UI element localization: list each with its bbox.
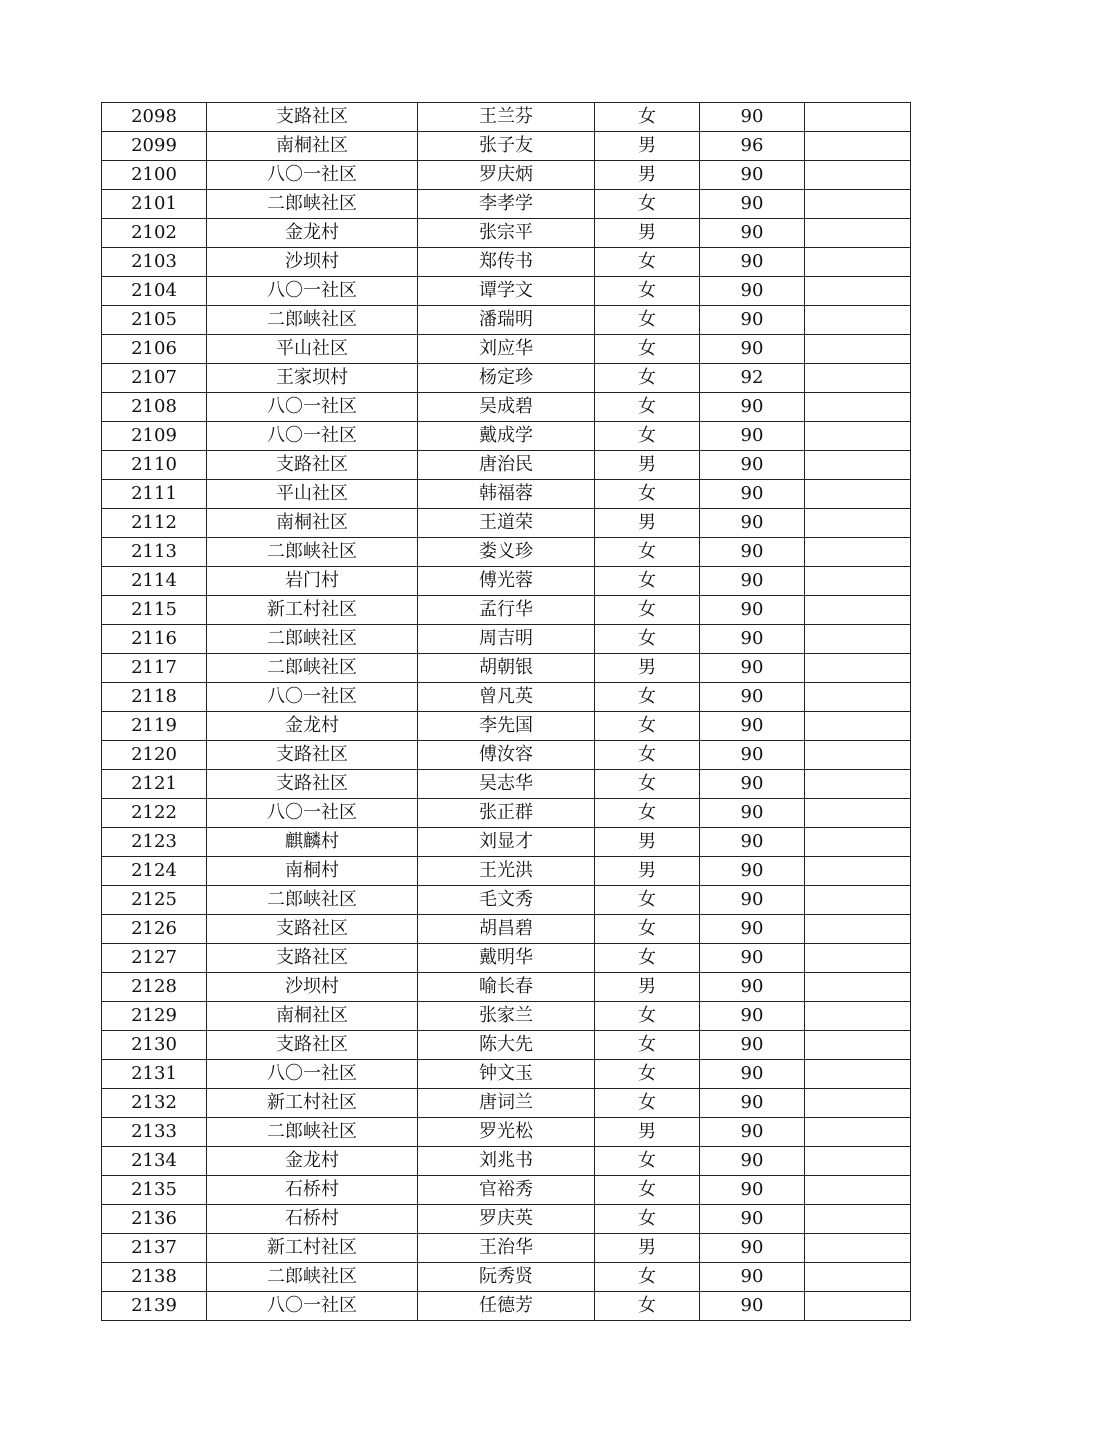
age-cell: 90 [700, 306, 805, 335]
age-cell: 90 [700, 1118, 805, 1147]
serial-number-cell: 2124 [102, 857, 207, 886]
name-cell: 娄义珍 [418, 538, 595, 567]
community-cell: 石桥村 [207, 1205, 418, 1234]
community-cell: 支路社区 [207, 741, 418, 770]
gender-cell: 女 [595, 886, 700, 915]
note-cell [805, 857, 911, 886]
serial-number-cell: 2100 [102, 161, 207, 190]
table-row [102, 509, 911, 538]
name-cell: 谭学文 [418, 277, 595, 306]
table-row [102, 886, 911, 915]
table-row [102, 973, 911, 1002]
gender-cell: 女 [595, 1002, 700, 1031]
serial-number-cell: 2133 [102, 1118, 207, 1147]
note-cell [805, 480, 911, 509]
table-row [102, 161, 911, 190]
gender-cell: 女 [595, 741, 700, 770]
note-cell [805, 1060, 911, 1089]
community-cell: 二郎峡社区 [207, 190, 418, 219]
community-cell: 二郎峡社区 [207, 654, 418, 683]
table-row [102, 1205, 911, 1234]
serial-number-cell: 2109 [102, 422, 207, 451]
age-cell: 90 [700, 1002, 805, 1031]
serial-number-cell: 2112 [102, 509, 207, 538]
name-cell: 唐词兰 [418, 1089, 595, 1118]
age-cell: 90 [700, 973, 805, 1002]
note-cell [805, 770, 911, 799]
community-cell: 八〇一社区 [207, 799, 418, 828]
gender-cell: 女 [595, 1089, 700, 1118]
name-cell: 陈大先 [418, 1031, 595, 1060]
name-cell: 毛文秀 [418, 886, 595, 915]
gender-cell: 男 [595, 451, 700, 480]
gender-cell: 女 [595, 1292, 700, 1321]
note-cell [805, 161, 911, 190]
community-cell: 二郎峡社区 [207, 306, 418, 335]
note-cell [805, 1176, 911, 1205]
gender-cell: 男 [595, 219, 700, 248]
name-cell: 李孝学 [418, 190, 595, 219]
serial-number-cell: 2115 [102, 596, 207, 625]
name-cell: 曾凡英 [418, 683, 595, 712]
note-cell [805, 712, 911, 741]
community-cell: 支路社区 [207, 103, 418, 132]
name-cell: 戴明华 [418, 944, 595, 973]
age-cell: 90 [700, 480, 805, 509]
community-cell: 平山社区 [207, 480, 418, 509]
name-cell: 吴志华 [418, 770, 595, 799]
name-cell: 唐治民 [418, 451, 595, 480]
community-cell: 石桥村 [207, 1176, 418, 1205]
note-cell [805, 451, 911, 480]
serial-number-cell: 2110 [102, 451, 207, 480]
gender-cell: 女 [595, 625, 700, 654]
gender-cell: 女 [595, 103, 700, 132]
name-cell: 官裕秀 [418, 1176, 595, 1205]
note-cell [805, 1031, 911, 1060]
note-cell [805, 393, 911, 422]
table-row [102, 1060, 911, 1089]
name-cell: 钟文玉 [418, 1060, 595, 1089]
name-cell: 胡朝银 [418, 654, 595, 683]
age-cell: 90 [700, 1292, 805, 1321]
serial-number-cell: 2130 [102, 1031, 207, 1060]
community-cell: 八〇一社区 [207, 1060, 418, 1089]
note-cell [805, 799, 911, 828]
table-row [102, 1292, 911, 1321]
table-row [102, 567, 911, 596]
age-cell: 90 [700, 393, 805, 422]
serial-number-cell: 2113 [102, 538, 207, 567]
name-cell: 周吉明 [418, 625, 595, 654]
gender-cell: 男 [595, 654, 700, 683]
note-cell [805, 1292, 911, 1321]
age-cell: 90 [700, 1176, 805, 1205]
gender-cell: 女 [595, 277, 700, 306]
gender-cell: 男 [595, 857, 700, 886]
note-cell [805, 915, 911, 944]
note-cell [805, 103, 911, 132]
table-row [102, 1118, 911, 1147]
community-cell: 沙坝村 [207, 248, 418, 277]
serial-number-cell: 2101 [102, 190, 207, 219]
age-cell: 90 [700, 103, 805, 132]
age-cell: 90 [700, 451, 805, 480]
gender-cell: 女 [595, 683, 700, 712]
table-row [102, 1234, 911, 1263]
table-row [102, 393, 911, 422]
name-cell: 李先国 [418, 712, 595, 741]
serial-number-cell: 2125 [102, 886, 207, 915]
age-cell: 90 [700, 944, 805, 973]
community-cell: 八〇一社区 [207, 277, 418, 306]
age-cell: 90 [700, 654, 805, 683]
age-cell: 90 [700, 248, 805, 277]
note-cell [805, 132, 911, 161]
serial-number-cell: 2129 [102, 1002, 207, 1031]
age-cell: 90 [700, 741, 805, 770]
age-cell: 90 [700, 422, 805, 451]
serial-number-cell: 2120 [102, 741, 207, 770]
note-cell [805, 1205, 911, 1234]
community-cell: 金龙村 [207, 219, 418, 248]
table-row [102, 1031, 911, 1060]
table-row [102, 277, 911, 306]
age-cell: 90 [700, 596, 805, 625]
gender-cell: 女 [595, 712, 700, 741]
serial-number-cell: 2114 [102, 567, 207, 596]
gender-cell: 男 [595, 509, 700, 538]
table-row [102, 306, 911, 335]
serial-number-cell: 2098 [102, 103, 207, 132]
serial-number-cell: 2122 [102, 799, 207, 828]
gender-cell: 女 [595, 538, 700, 567]
gender-cell: 男 [595, 973, 700, 1002]
name-cell: 任德芳 [418, 1292, 595, 1321]
name-cell: 罗庆英 [418, 1205, 595, 1234]
age-cell: 96 [700, 132, 805, 161]
gender-cell: 女 [595, 1263, 700, 1292]
name-cell: 胡昌碧 [418, 915, 595, 944]
name-cell: 刘应华 [418, 335, 595, 364]
name-cell: 张子友 [418, 132, 595, 161]
note-cell [805, 596, 911, 625]
table-row [102, 1089, 911, 1118]
name-cell: 孟行华 [418, 596, 595, 625]
gender-cell: 女 [595, 567, 700, 596]
community-cell: 二郎峡社区 [207, 538, 418, 567]
serial-number-cell: 2105 [102, 306, 207, 335]
serial-number-cell: 2138 [102, 1263, 207, 1292]
community-cell: 八〇一社区 [207, 422, 418, 451]
age-cell: 90 [700, 1205, 805, 1234]
name-cell: 刘显才 [418, 828, 595, 857]
community-cell: 支路社区 [207, 770, 418, 799]
name-cell: 王兰芬 [418, 103, 595, 132]
note-cell [805, 625, 911, 654]
table-row [102, 132, 911, 161]
table-row [102, 451, 911, 480]
community-cell: 二郎峡社区 [207, 886, 418, 915]
gender-cell: 女 [595, 335, 700, 364]
table-row [102, 335, 911, 364]
community-cell: 岩门村 [207, 567, 418, 596]
name-cell: 韩福蓉 [418, 480, 595, 509]
table-row [102, 422, 911, 451]
community-cell: 新工村社区 [207, 1234, 418, 1263]
gender-cell: 女 [595, 596, 700, 625]
serial-number-cell: 2107 [102, 364, 207, 393]
name-cell: 傅汝容 [418, 741, 595, 770]
note-cell [805, 944, 911, 973]
gender-cell: 女 [595, 393, 700, 422]
name-cell: 傅光蓉 [418, 567, 595, 596]
serial-number-cell: 2119 [102, 712, 207, 741]
age-cell: 90 [700, 219, 805, 248]
gender-cell: 女 [595, 1176, 700, 1205]
age-cell: 90 [700, 770, 805, 799]
serial-number-cell: 2136 [102, 1205, 207, 1234]
name-cell: 张正群 [418, 799, 595, 828]
community-cell: 支路社区 [207, 944, 418, 973]
gender-cell: 女 [595, 248, 700, 277]
gender-cell: 女 [595, 799, 700, 828]
note-cell [805, 219, 911, 248]
age-cell: 90 [700, 1234, 805, 1263]
note-cell [805, 248, 911, 277]
note-cell [805, 538, 911, 567]
name-cell: 张宗平 [418, 219, 595, 248]
age-cell: 90 [700, 799, 805, 828]
serial-number-cell: 2134 [102, 1147, 207, 1176]
age-cell: 92 [700, 364, 805, 393]
serial-number-cell: 2121 [102, 770, 207, 799]
note-cell [805, 1118, 911, 1147]
name-cell: 王光洪 [418, 857, 595, 886]
name-cell: 郑传书 [418, 248, 595, 277]
name-cell: 阮秀贤 [418, 1263, 595, 1292]
serial-number-cell: 2103 [102, 248, 207, 277]
gender-cell: 男 [595, 828, 700, 857]
note-cell [805, 509, 911, 538]
note-cell [805, 973, 911, 1002]
name-cell: 吴成碧 [418, 393, 595, 422]
table-row [102, 1176, 911, 1205]
serial-number-cell: 2139 [102, 1292, 207, 1321]
table-row [102, 625, 911, 654]
note-cell [805, 654, 911, 683]
note-cell [805, 741, 911, 770]
age-cell: 90 [700, 277, 805, 306]
note-cell [805, 422, 911, 451]
note-cell [805, 1234, 911, 1263]
table-row [102, 828, 911, 857]
roster-table-body [102, 103, 911, 1321]
note-cell [805, 190, 911, 219]
age-cell: 90 [700, 625, 805, 654]
serial-number-cell: 2102 [102, 219, 207, 248]
serial-number-cell: 2128 [102, 973, 207, 1002]
community-cell: 新工村社区 [207, 596, 418, 625]
serial-number-cell: 2117 [102, 654, 207, 683]
table-row [102, 857, 911, 886]
community-cell: 南桐社区 [207, 1002, 418, 1031]
community-cell: 二郎峡社区 [207, 625, 418, 654]
serial-number-cell: 2106 [102, 335, 207, 364]
note-cell [805, 364, 911, 393]
table-row [102, 596, 911, 625]
table-row [102, 944, 911, 973]
community-cell: 金龙村 [207, 712, 418, 741]
community-cell: 支路社区 [207, 451, 418, 480]
note-cell [805, 1147, 911, 1176]
name-cell: 王治华 [418, 1234, 595, 1263]
age-cell: 90 [700, 915, 805, 944]
community-cell: 南桐社区 [207, 132, 418, 161]
note-cell [805, 306, 911, 335]
age-cell: 90 [700, 857, 805, 886]
table-row [102, 219, 911, 248]
note-cell [805, 1089, 911, 1118]
serial-number-cell: 2099 [102, 132, 207, 161]
gender-cell: 女 [595, 1031, 700, 1060]
gender-cell: 女 [595, 422, 700, 451]
name-cell: 王道荣 [418, 509, 595, 538]
age-cell: 90 [700, 1147, 805, 1176]
serial-number-cell: 2126 [102, 915, 207, 944]
age-cell: 90 [700, 1060, 805, 1089]
age-cell: 90 [700, 1263, 805, 1292]
roster-table [101, 102, 911, 1321]
table-row [102, 1147, 911, 1176]
note-cell [805, 277, 911, 306]
age-cell: 90 [700, 161, 805, 190]
community-cell: 支路社区 [207, 1031, 418, 1060]
table-row [102, 915, 911, 944]
table-row [102, 799, 911, 828]
name-cell: 张家兰 [418, 1002, 595, 1031]
table-row [102, 1263, 911, 1292]
community-cell: 麒麟村 [207, 828, 418, 857]
name-cell: 喻长春 [418, 973, 595, 1002]
gender-cell: 女 [595, 364, 700, 393]
gender-cell: 女 [595, 190, 700, 219]
note-cell [805, 567, 911, 596]
age-cell: 90 [700, 1089, 805, 1118]
age-cell: 90 [700, 886, 805, 915]
table-row [102, 741, 911, 770]
note-cell [805, 683, 911, 712]
gender-cell: 女 [595, 915, 700, 944]
serial-number-cell: 2116 [102, 625, 207, 654]
age-cell: 90 [700, 190, 805, 219]
table-row [102, 654, 911, 683]
serial-number-cell: 2108 [102, 393, 207, 422]
gender-cell: 女 [595, 770, 700, 799]
serial-number-cell: 2135 [102, 1176, 207, 1205]
age-cell: 90 [700, 335, 805, 364]
serial-number-cell: 2111 [102, 480, 207, 509]
community-cell: 王家坝村 [207, 364, 418, 393]
note-cell [805, 1002, 911, 1031]
serial-number-cell: 2118 [102, 683, 207, 712]
table-row [102, 770, 911, 799]
community-cell: 二郎峡社区 [207, 1263, 418, 1292]
serial-number-cell: 2123 [102, 828, 207, 857]
serial-number-cell: 2137 [102, 1234, 207, 1263]
table-row [102, 248, 911, 277]
community-cell: 沙坝村 [207, 973, 418, 1002]
gender-cell: 女 [595, 306, 700, 335]
name-cell: 罗光松 [418, 1118, 595, 1147]
note-cell [805, 886, 911, 915]
note-cell [805, 828, 911, 857]
community-cell: 南桐村 [207, 857, 418, 886]
note-cell [805, 335, 911, 364]
gender-cell: 男 [595, 1234, 700, 1263]
community-cell: 新工村社区 [207, 1089, 418, 1118]
gender-cell: 女 [595, 944, 700, 973]
community-cell: 支路社区 [207, 915, 418, 944]
age-cell: 90 [700, 683, 805, 712]
table-row [102, 538, 911, 567]
table-row [102, 364, 911, 393]
community-cell: 八〇一社区 [207, 161, 418, 190]
table-row [102, 1002, 911, 1031]
age-cell: 90 [700, 538, 805, 567]
gender-cell: 女 [595, 1060, 700, 1089]
community-cell: 八〇一社区 [207, 683, 418, 712]
gender-cell: 女 [595, 480, 700, 509]
table-row [102, 683, 911, 712]
age-cell: 90 [700, 567, 805, 596]
serial-number-cell: 2132 [102, 1089, 207, 1118]
gender-cell: 女 [595, 1205, 700, 1234]
table-row [102, 190, 911, 219]
table-row [102, 712, 911, 741]
serial-number-cell: 2104 [102, 277, 207, 306]
table-row [102, 103, 911, 132]
gender-cell: 男 [595, 132, 700, 161]
serial-number-cell: 2131 [102, 1060, 207, 1089]
community-cell: 八〇一社区 [207, 393, 418, 422]
table-row [102, 480, 911, 509]
name-cell: 潘瑞明 [418, 306, 595, 335]
gender-cell: 男 [595, 1118, 700, 1147]
community-cell: 平山社区 [207, 335, 418, 364]
serial-number-cell: 2127 [102, 944, 207, 973]
note-cell [805, 1263, 911, 1292]
gender-cell: 女 [595, 1147, 700, 1176]
age-cell: 90 [700, 509, 805, 538]
community-cell: 南桐社区 [207, 509, 418, 538]
age-cell: 90 [700, 712, 805, 741]
gender-cell: 男 [595, 161, 700, 190]
age-cell: 90 [700, 1031, 805, 1060]
name-cell: 刘兆书 [418, 1147, 595, 1176]
community-cell: 金龙村 [207, 1147, 418, 1176]
age-cell: 90 [700, 828, 805, 857]
name-cell: 罗庆炳 [418, 161, 595, 190]
community-cell: 八〇一社区 [207, 1292, 418, 1321]
name-cell: 戴成学 [418, 422, 595, 451]
community-cell: 二郎峡社区 [207, 1118, 418, 1147]
name-cell: 杨定珍 [418, 364, 595, 393]
